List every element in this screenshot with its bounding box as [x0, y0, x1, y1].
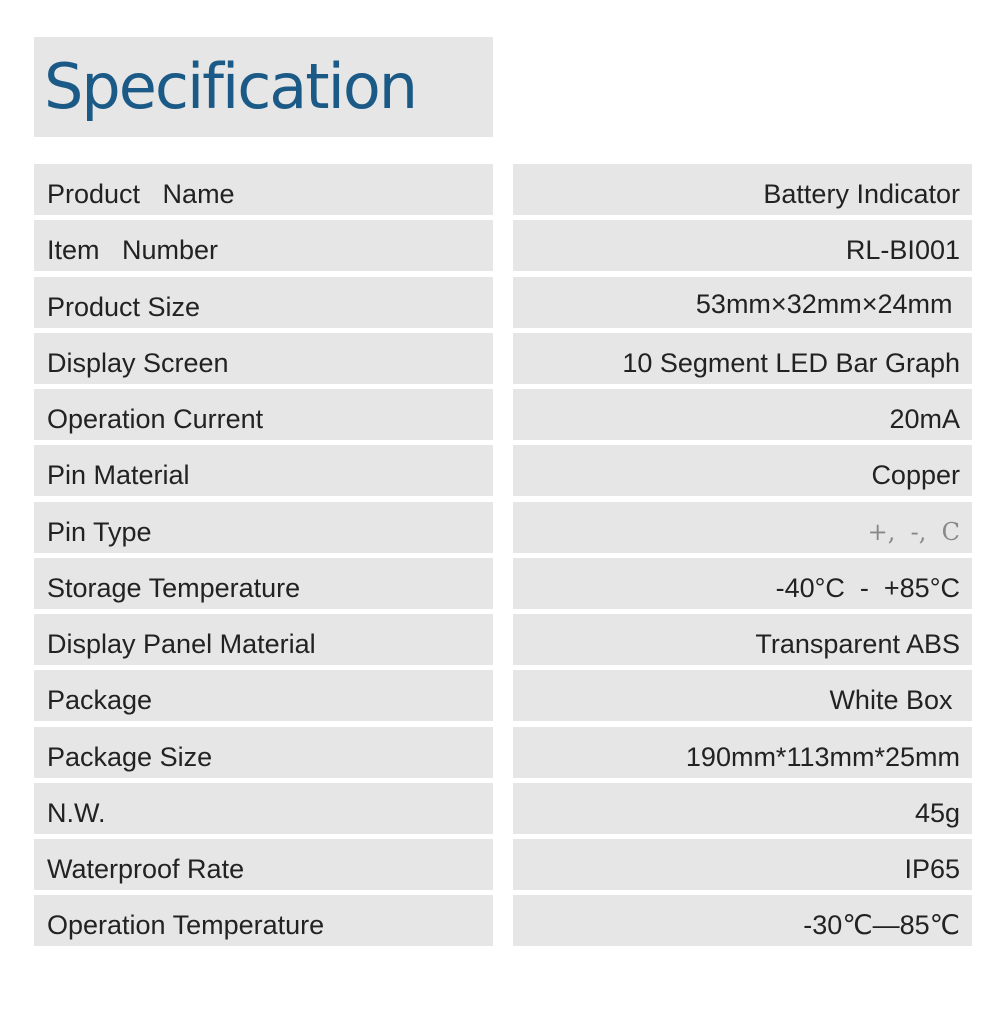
spec-value: Transparent ABS: [755, 629, 960, 659]
spec-value: IP65: [904, 854, 960, 884]
spec-label: Item Number: [47, 235, 219, 265]
spec-value-cell: [513, 614, 972, 665]
spec-value-cell: [513, 164, 972, 215]
spec-value: -40°C - +85°C: [775, 573, 960, 603]
spec-label-cell: [34, 839, 493, 890]
spec-label-cell: [34, 164, 493, 215]
spec-value-cell: [513, 445, 972, 496]
spec-label: Display Panel Material: [47, 629, 316, 659]
spec-value-cell: [513, 783, 972, 834]
spec-label-cell: [34, 670, 493, 721]
spec-label-cell: [34, 558, 493, 609]
spec-label-cell: [34, 277, 493, 328]
spec-value: 53mm×32mm×24mm: [695, 289, 960, 319]
spec-label-cell: [34, 783, 493, 834]
spec-label: Storage Temperature: [47, 573, 301, 603]
spec-value: White Box: [829, 685, 960, 715]
spec-value: 190mm*113mm*25mm: [685, 742, 960, 772]
spec-label: Pin Type: [47, 517, 152, 547]
spec-label: Operation Temperature: [47, 910, 325, 940]
spec-label: Waterproof Rate: [47, 854, 245, 884]
spec-value: 20mA: [889, 404, 960, 434]
spec-value-cell: [513, 670, 972, 721]
spec-label-cell: [34, 895, 493, 946]
spec-label: Operation Current: [47, 404, 264, 434]
spec-label: N.W.: [47, 798, 106, 828]
spec-label-cell: [34, 727, 493, 778]
spec-label: Display Screen: [47, 348, 229, 378]
spec-row: [0, 895, 1000, 946]
spec-label-cell: [34, 502, 493, 553]
spec-row: [0, 727, 1000, 778]
spec-value-cell: [513, 277, 972, 328]
spec-value: 10 Segment LED Bar Graph: [622, 348, 960, 378]
spec-value-cell: [513, 839, 972, 890]
spec-label-cell: [34, 614, 493, 665]
spec-label: Package: [47, 685, 153, 715]
spec-row: [0, 445, 1000, 496]
spec-row: [0, 558, 1000, 609]
spec-value-cell: [513, 558, 972, 609]
spec-value-cell: [513, 220, 972, 271]
spec-row: [0, 333, 1000, 384]
spec-value-cell: [513, 389, 972, 440]
spec-row: [0, 839, 1000, 890]
spec-label: Product Size: [47, 292, 201, 322]
spec-value-cell: [513, 727, 972, 778]
spec-row: [0, 220, 1000, 271]
spec-label: Package Size: [47, 742, 213, 772]
spec-value: Battery Indicator: [763, 179, 960, 209]
spec-value-cell: [513, 333, 972, 384]
spec-label-cell: [34, 445, 493, 496]
spec-value: RL-BI001: [845, 235, 960, 265]
spec-label: Pin Material: [47, 460, 190, 490]
spec-row: [0, 502, 1000, 553]
spec-row: [0, 389, 1000, 440]
spec-value-cell: [513, 895, 972, 946]
spec-row: [0, 164, 1000, 215]
spec-value-cell: [513, 502, 972, 553]
spec-value: 45g: [914, 798, 960, 828]
spec-label-cell: [34, 220, 493, 271]
spec-label-cell: [34, 333, 493, 384]
spec-value: Copper: [871, 460, 960, 490]
spec-row: [0, 783, 1000, 834]
spec-row: [0, 614, 1000, 665]
spec-row: [0, 670, 1000, 721]
spec-label-cell: [34, 389, 493, 440]
spec-label: Product Name: [47, 179, 235, 209]
spec-row: [0, 277, 1000, 328]
spec-value: -30℃—85℃: [803, 910, 960, 940]
page-title: Specification: [44, 50, 417, 123]
spec-value: +, -, C: [867, 518, 960, 546]
